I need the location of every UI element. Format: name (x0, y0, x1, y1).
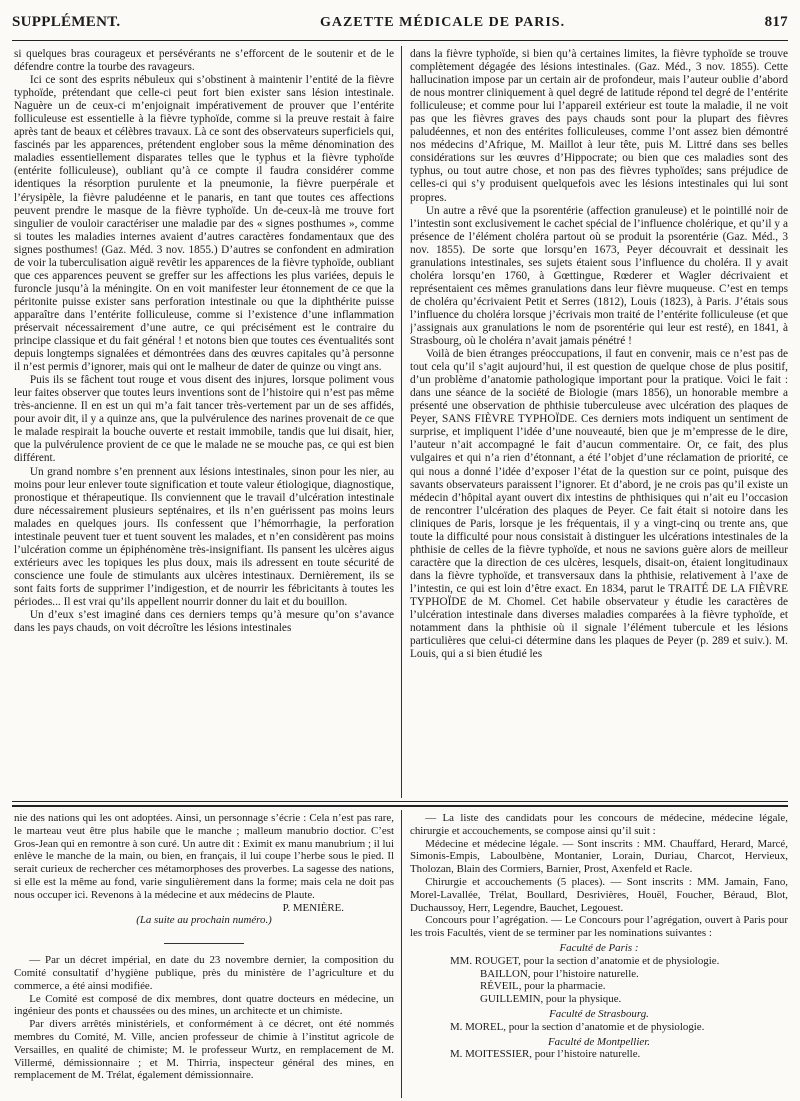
appointment-item: RÉVEIL, pour la pharmacie. (480, 980, 606, 993)
news-paragraph: — Par un décret impérial, en date du 23 novembre dernier, la composition du Comité consultatif d’hygiène publique, près du ministère de l’agriculture et du commerce, a été ainsi modifiée. (14, 954, 394, 992)
news-paragraph: Médecine et médecine légale. — Sont inscrits : MM. Chauffard, Herard, Marcé, Simonis-Empis, Laboulbène, Montanier, Lorain, Duriau, Charcot, Hervieux, Tholozan, Blain des Cormiers, Barnier, Prost, Axenfeld et Racle. (410, 837, 788, 876)
column-divider-bottom (401, 810, 402, 1098)
author-signature: P. MENIÈRE. (282, 901, 344, 914)
news-paragraph: — La liste des candidats pour les concours de médecine, médecine légale, chirurgie et accouchements, se compose ainsi qu’il suit : (410, 812, 788, 837)
appointment-list (410, 1048, 788, 1061)
news-paragraph: Par divers arrêtés ministériels, et conformément à ce décret, ont été nommés membres du Comité, M. Ville, ancien professeur de chimie à l’institut agricole de Versailles, en qualité de chimiste; M. le professeur Wurtz, en remplacement de M. Villermé, démissionnaire ; et M. Thirria, inspecteur général des mines, en remplacement de M. Trélat, également démissionnaire. (14, 1018, 394, 1082)
section-rule (12, 801, 788, 802)
appointment-item: BAILLON, pour l’histoire naturelle. (480, 967, 639, 980)
page-number: 817 (764, 14, 788, 30)
column-divider (401, 46, 402, 798)
article-column-left (14, 48, 394, 798)
appointment-list (410, 1021, 788, 1034)
news-paragraph: Chirurgie et accouchements (5 places). — Sont inscrits : MM. Jamain, Fano, Morel-Lavallée, Trélat, Boullard, Desrivières, Houël, Foucher, Béraud, Blot, Duchaussoy, Herr, Legendre, Bauchet, Legouest. (410, 875, 788, 914)
feuilleton-column-left (14, 812, 394, 1097)
page-header (12, 14, 788, 41)
header-supplement: SUPPLÉMENT. (12, 14, 121, 30)
section-rule-thick (12, 805, 788, 807)
news-paragraph: Concours pour l’agrégation. — Le Concours pour l’agrégation, ouvert à Paris pour les trois Facultés, vient de se terminer par les nominations suivantes : (410, 914, 788, 940)
appointment-item: M. MOREL, pour la section d’anatomie et de physiologie. (450, 1020, 705, 1033)
article-paragraph: Un autre a rêvé que la psorentérie (affection granuleuse) et le pointillé noir de l’intestin sont exclusivement le cachet spécial de l’influence cholérique, et qu’il y a présence de l’élément choléra partout où se produit la psorentérie (Gaz. Méd., 3 nov. 1855). De sorte que lorsqu’en 1673, Peyer découvrait et dessinait les granulations intestinales, ses sujets étaient sous l’influence du choléra. Il y avait choléra lorsqu’en 1760, à Gœttingue, Rœderer et Wagler décrivaient et représentaient ces mêmes granulations dans leur fièvre muqueuse. C’est en temps de choléra qu’écrivaient Petit et Serres (1812), Louis (1823), à Paris. J’étais sous l’influence du choléra lorsque j’écrivais mon traité de l’entérite folliculeuse (et que j’assignais aux granulations le nom de psorentérie qui leur est resté), en 1841, à Strasbourg, où le choléra n’avait jamais pénétré ! (410, 204, 788, 348)
article-paragraph: si quelques bras courageux et persévérants ne s’efforcent de le soutenir et de le défendre contre la tourbe des ravageurs. (14, 48, 394, 74)
news-separator (164, 943, 244, 944)
news-column-right (410, 812, 788, 1097)
article-paragraph: Un grand nombre s’en prennent aux lésions intestinales, sinon pour les nier, au moins pour leur enlever toute signification et toute valeur étiologique, diagnostique, pronostique et thérapeutique. Ils conviennent que le travail d’ulcération intestinale dure nécessairement plusieurs septénaires, et ils n’en guérissent pas moins leurs malades en quelques jours. Ils confessent que l’hémorrhagie, la perforation intestinale peuvent tuer et tuent souvent les malades, et n’en considèrent pas moins l’ulcération comme un épiphénomène très-insignifiant. Ils pansent les ulcères aigus extérieurs avec les topiques les plus doux, mais ils adressent en toute sécurité de conscience une foule de stimulants aux ulcères intestinaux. Dernièrement, ils se sont faits forts de supprimer l’indigestion, et de nourrir les fébricitants à toutes les périodes... Il est vrai qu’ils appellent nourrir donner du lait et du bouillon. (14, 465, 394, 608)
faculty-heading: Faculté de Montpellier. (548, 1035, 650, 1048)
article-column-right (410, 48, 788, 798)
article-paragraph: Ici ce sont des esprits nébuleux qui s’obstinent à maintenir l’entité de la fièvre typhoïde, prétendant que celle-ci peut fort bien exister sans lésion intestinale. Naguère un de ceux-ci m’enjoignait impérativement de prouver que l’entérite folliculeuse est essentielle à la fièvre typhoïde, comme si la preuve restait à faire après tant de beaux et célèbres travaux. Là ce sont des observateurs superficiels qui, fascinés par les apparences, prétendent englober sous la même dénomination des maladies essentiellement disparates telles que le typhus et la fièvre typhoïde (entérite folliculeuse), oubliant qu’à ce compte il faudra considérer comme identiques la résorption purulente et la pneumonie, la fièvre puerpérale et l’érysipèle, la fièvre paludéenne et le panaris, en tant que toutes ces affections peuvent prendre le masque de la fièvre typhoïde. Un de-ceux-là me trouve fort singulier de vouloir caractériser une maladie par des « signes posthumes », comme si toutes les maladies internes avaient d’autres caractères fondamentaux que des signes posthumes! (Gaz. Méd. 3 nov. 1855.) D’autres se confondent en admiration de voir la tuberculisation aiguë revêtir les apparences de la fièvre typhoïde, oubliant que ces apparences peuvent se greffer sur les affections les plus variées, depuis le furoncle jusqu’à la méningite. On en voit manifester leur étonnement de ce que la péritonite puisse exister sans perforation intestinale ou que la diphthérite puisse apparaître dans l’entérite folliculeuse, comme si l’existence d’une inflammation préservait nécessairement d’une autre, ce qui précisément est le contraire du principe classique et du fait général ! et notons bien que toutes ces éventualités sont depuis longtemps signalées et démontrées dans des œuvres capitales qu’à personne il n’est permis d’ignorer, mais qui ont le malheur de dater de quinze ou vingt ans. (14, 74, 394, 374)
news-paragraph: Le Comité est composé de dix membres, dont quatre docteurs en médecine, un ingénieur des ponts et chaussées ou des mines, un architecte et un chimiste. (14, 992, 394, 1018)
continued-note: (La suite au prochain numéro.) (136, 914, 272, 927)
faculty-heading: Faculté de Paris : (559, 941, 639, 954)
article-paragraph: Voilà de bien étranges préoccupations, il faut en convenir, mais ce n’est pas de tout cela qu’il s’agit aujourd’hui, il est question de quelque chose de plus positif, d’un problème d’anatomie pathologique important pour la pratique. Voici le fait : dans une séance de la société de Biologie (mars 1856), un honorable membre a présenté une observation de phthisie tuberculeuse avec ulcération des plaques de Peyer, SANS FIÈVRE TYPHOÏDE. Ces derniers mots indiquent un sentiment de surprise, et impliquent l’idée d’une nouveauté, bien que je m’empresse de le dire, l’auteur n’ait accompagné le fait d’aucun commentaire. Or, ce fait, des plus vulgaires et qui n’a rien d’étonnant, a été l’objet d’une réclamation de priorité, ce qui nous a donné l’idée d’exposer l’état de la question sur ce point, puisque des savants observateurs paraissent l’ignorer. Et d’abord, je ne crois pas qu’il existe un médecin d’hôpital ayant ouvert dix intestins de phthisiques qui n’ait eu l’occasion de rencontrer l’ulcération des plaques de Peyer. Ce fait était si notoire dans les cliniques de Paris, lorsque je les fréquentais, il y a vingt-cinq ou trente ans, que toute la difficulté pour nous consistait à distinguer les ulcérations intestinales de la phthisie de celles de la fièvre typhoïde, et nous ne savions guère alors de meilleur caractère que la direction de ces ulcères, lesquels, disait-on, étaient longitudinaux dans la fièvre typhoïde, et transversaux dans la phthisie, relativement à l’axe de l’intestin, ce qui est loin d’être exact. En 1834, parut le TRAITÉ DE LA FIÈVRE TYPHOÏDE de M. Chomel. Cet habile observateur y étudie les caractères de l’ulcération intestinale dans diverses maladies comparées à la fièvre typhoïde, et notamment dans la phthisie où il signale l’élément tubercule et les lésions particulières que celui-ci détermine dans les plaques de Peyer (p. 289 et suiv.). M. Louis, qui a si bien étudié les (410, 348, 788, 661)
appointment-item: GUILLEMIN, pour la physique. (480, 993, 622, 1006)
faculty-heading: Faculté de Strasbourg. (549, 1007, 649, 1020)
appointment-item: MM. ROUGET, pour la section d’anatomie et de physiologie. (450, 954, 720, 967)
feuilleton-paragraph: nie des nations qui les ont adoptées. Ainsi, un personnage s’écrie : Cela n’est pas rare, le marteau veut être plus habile que le manche ; malleum manubrio doctior. C’est Gros-Jean qui en remontre à son curé. Un autre dit : Eximit ex manu manubrium ; il lui enlève le manche de la main, ou bien, en français, il lui coupe l’herbe sous le pied. Il serait curieux de rechercher ces métamorphoses des proverbes. La sagesse des nations, si elle est la même au fond, varie singulièrement dans la forme; mais cela ne doit pas nous occuper ici. Revenons à la médecine et aux médecins de Plaute. (14, 812, 394, 901)
appointment-item: M. MOITESSIER, pour l’histoire naturelle. (450, 1048, 641, 1061)
header-journal-title: GAZETTE MÉDICALE DE PARIS. (319, 15, 566, 30)
article-paragraph: Puis ils se fâchent tout rouge et vous disent des injures, lorsque poliment vous leur faites observer que toutes leurs inventions sont de l’histoire qui n’est pas même très-ancienne. Il en est un qui m’a fait tancer très-vertement par un de ses affidés, pour avoir dit, il y a quinze ans, que la pulvérulence des narines provenait de ce que le malade respirait la bouche ouverte et restait immobile, tandis que lui disait, hier, que la pulvérulence provient de ce que le malade ne se mouche pas, ce qui est bien différent. (14, 374, 394, 465)
article-paragraph: Un d’eux s’est imaginé dans ces derniers temps qu’à mesure qu’on s’avance dans les pays chauds, on voit décroître les lésions intestinales (14, 609, 394, 635)
appointment-list (410, 955, 788, 1006)
article-paragraph: dans la fièvre typhoïde, si bien qu’à certaines limites, la fièvre typhoïde se trouve complètement dégagée des lésions intestinales. (Gaz. Méd., 3 nov. 1855). Cette hallucination impose par un certain air de profondeur, mais l’auteur oublie d’abord de nous montrer cliniquement à quel degré de latitude répond tel degré de l’entérite folliculeuse; et comme pour lui l’appareil extérieur est toute la maladie, il ne voit pas que les fièvres graves des pays chauds sont pour la plupart des fièvres paludéennes, et non des entérites folliculeuses, comme l’ont assez bien démontré nos médecins d’Afrique, M. Maillot à leur tête, puis M. Littré dans ses belles considérations sur les œuvres d’Hippocrate; ou bien que ces maladies sont des typhus, ou tout autre chose, et non pas des fièvres typhoïdes; sans préjudice de celles-ci qui s’y produisent quelquefois avec les lésions intestinales qui lui sont propres. (410, 48, 788, 204)
